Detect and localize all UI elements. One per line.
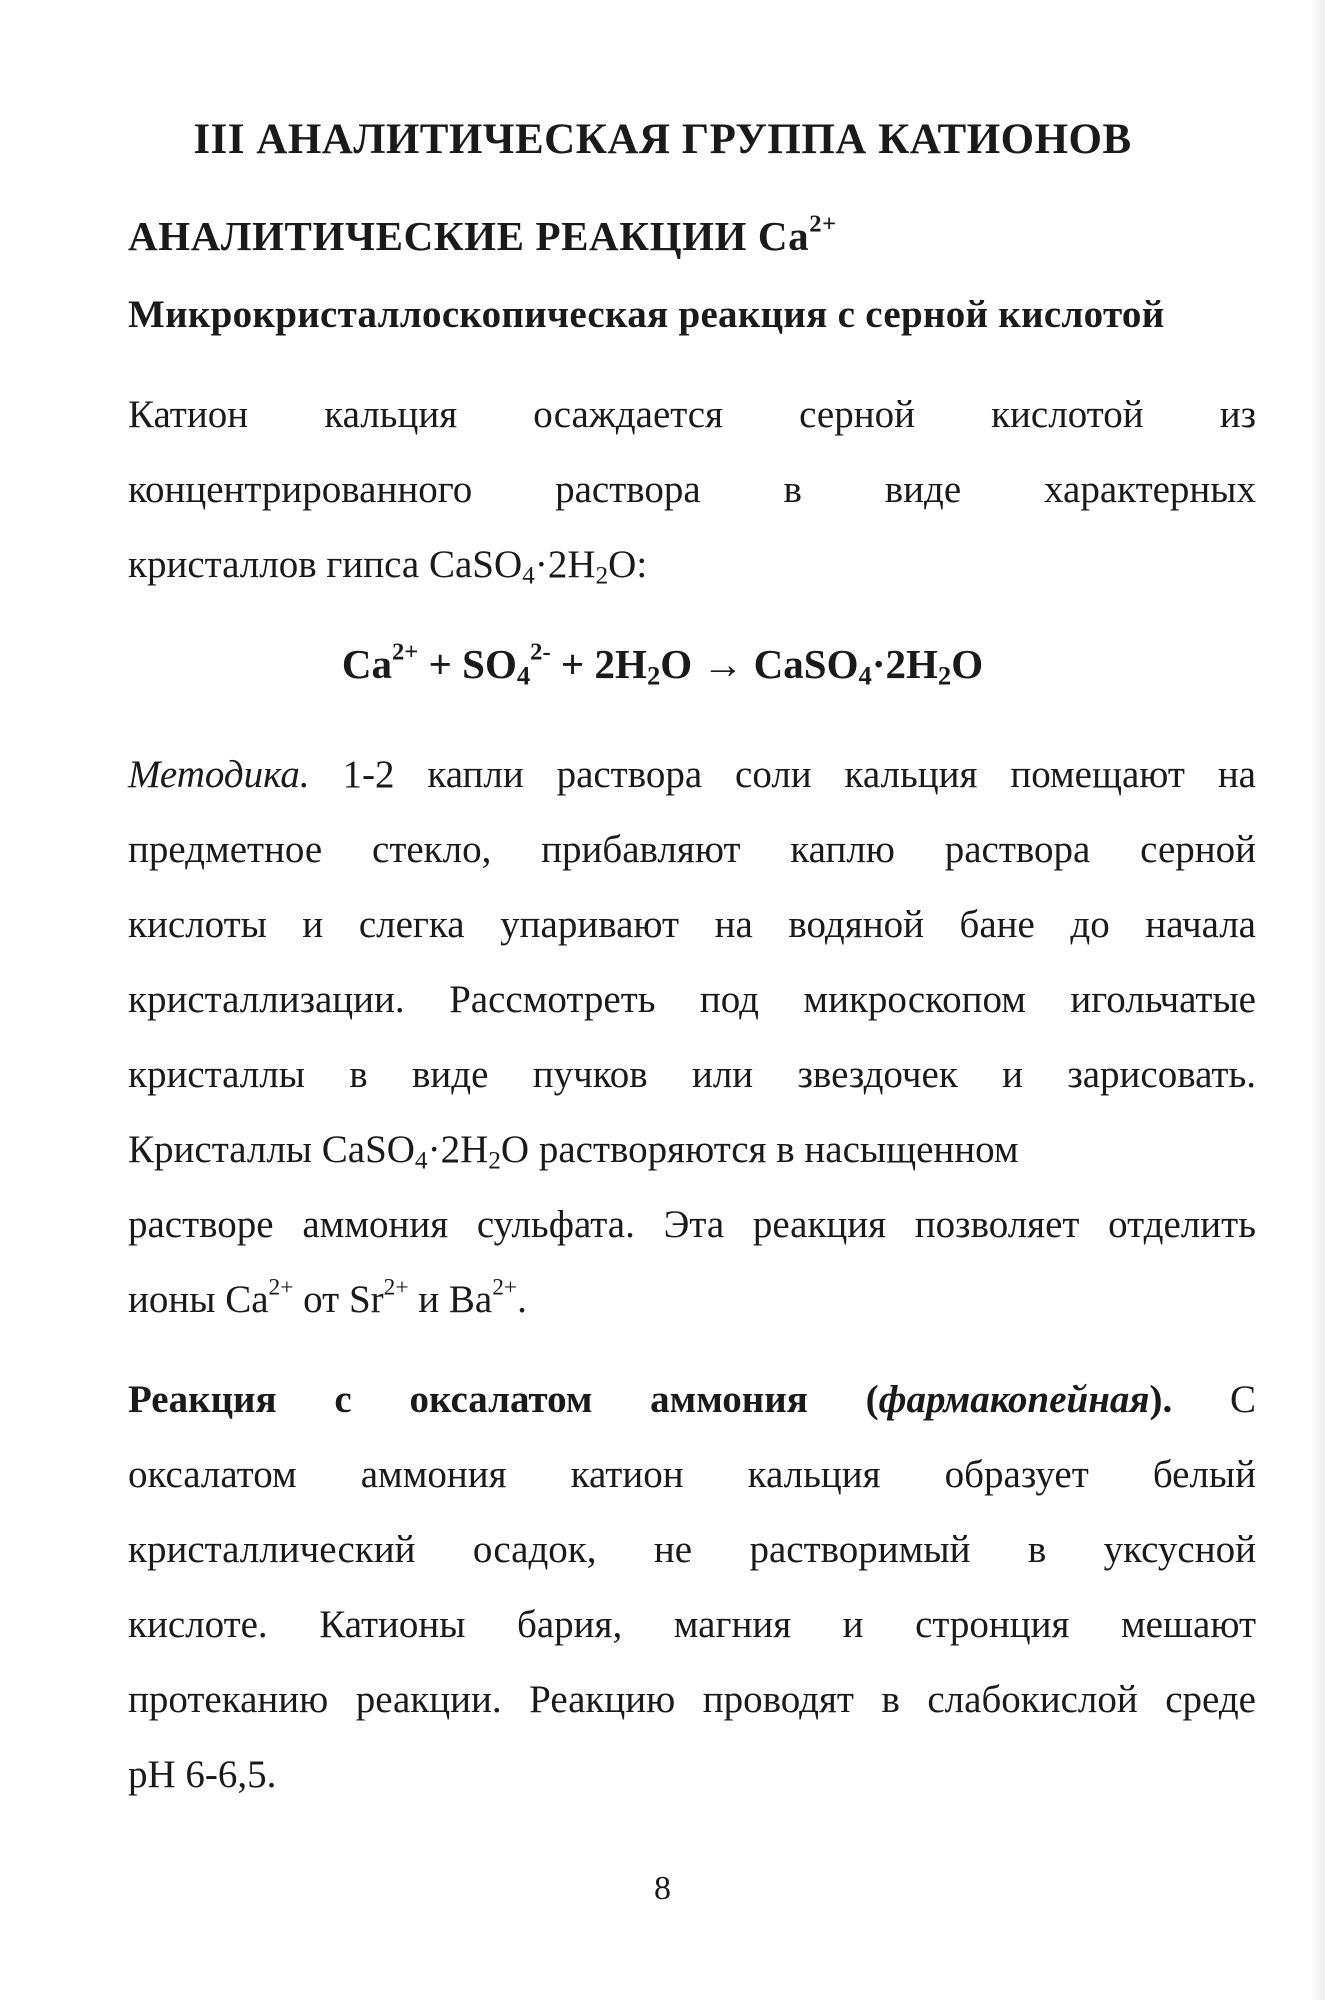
method-line-3: кислоты и слегка упаривают на водяной бане до начала [128, 903, 1256, 946]
intro-line-2: концентрированного раствора в виде характерных [128, 468, 1256, 511]
oxalate-heading: Реакция с оксалатом аммония ( [128, 1378, 879, 1421]
oxalate-line-5: протеканию реакции. Реакцию проводят в слабокислой среде [128, 1678, 1256, 1721]
oxalate-line-6: pH 6-6,5. [128, 1753, 277, 1796]
intro-line-1: Катион кальция осаждается серной кислотой из [128, 393, 1256, 436]
method-line-8: ионы $Ca^{2+}$ от $Sr^{2+}$ и $Ba^{2+}$. [128, 1274, 527, 1321]
page-title: III АНАЛИТИЧЕСКАЯ ГРУППА КАТИОНОВ [193, 116, 1132, 163]
intro-line-3: кристаллов гипса $CaSO_4\cdot 2H_2O$: [128, 543, 648, 590]
oxalate-line-2: оксалатом аммония катион кальция образует белый [128, 1453, 1256, 1496]
oxalate-line-3: кристаллический осадок, не растворимый в уксусной [128, 1528, 1256, 1571]
reaction-equation: $Ca^{2+} + SO_4^{2-} + 2H_2O$ → $CaSO_4\cdot 2H_2O$ [341, 638, 984, 691]
page-number: 8 [654, 1870, 671, 1907]
subsection-heading: Микрокристаллоскопическая реакция с серной кислотой [128, 293, 1165, 336]
method-line-5: кристаллы в виде пучков или звездочек и зарисовать. [128, 1053, 1256, 1096]
method-line-7: растворе аммония сульфата. Эта реакция позволяет отделить [128, 1203, 1256, 1246]
oxalate-line-4: кислоте. Катионы бария, магния и стронция мешают [128, 1603, 1256, 1646]
page-edge-shadow [1311, 0, 1325, 2000]
method-line-2: предметное стекло, прибавляют каплю раствора серной [128, 828, 1256, 871]
section-heading: АНАЛИТИЧЕСКИЕ РЕАКЦИИ $Ca^{2+}$ [128, 210, 837, 259]
method-label: Методика. [128, 753, 310, 796]
method-line-1: Методика. 1-2 капли раствора соли кальция помещают на [128, 753, 1256, 796]
oxalate-line-1: Реакция с оксалатом аммония (фармакопейная). С [128, 1378, 1256, 1421]
method-line-6: Кристаллы $CaSO_4\cdot 2H_2O$ растворяются в насыщенном [128, 1128, 1019, 1175]
method-line-4: кристаллизации. Рассмотреть под микроскопом игольчатые [128, 978, 1256, 1021]
